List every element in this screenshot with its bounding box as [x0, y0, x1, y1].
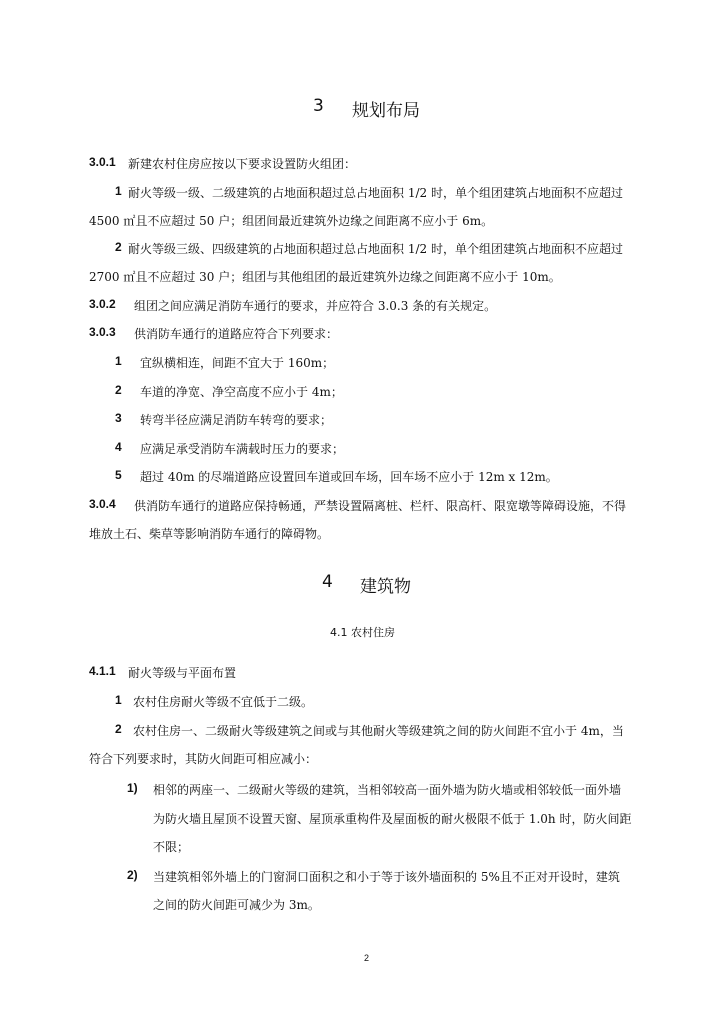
- section-4-1-title: 4.1 农村住房: [330, 626, 395, 639]
- clause-3-0-3-item-text: 转弯半径应满足消防车转弯的要求；: [140, 413, 333, 427]
- clause-4-1-1-number: 4.1.1: [89, 664, 116, 678]
- clause-3-0-1-item-1-line-1: 耐火等级一级、二级建筑的占地面积超过总占地面积 1/2 时，单个组团建筑占地面积不应超过: [128, 186, 623, 200]
- clause-3-0-1-item-1-line-2: 4500 ㎡且不应超过 50 户；组团间最近建筑外边缘之间距离不应小于 6m。: [89, 214, 494, 228]
- clause-3-0-1-item-2-line-1: 耐火等级三级、四级建筑的占地面积超过总占地面积 1/2 时，单个组团建筑占地面积不应超过: [128, 242, 623, 256]
- clause-3-0-4-number: 3.0.4: [89, 497, 116, 511]
- clause-4-1-1-subitem-2-line-2: 之间的防火间距可减少为 3m。: [153, 898, 320, 912]
- clause-3-0-3-item-number: 4: [115, 440, 122, 454]
- clause-4-1-1-subitem-2-line-1: 当建筑相邻外墙上的门窗洞口面积之和小于等于该外墙面积的 5%且不正对开设时，建筑: [153, 870, 620, 884]
- clause-3-0-3-item-number: 3: [115, 411, 122, 425]
- chapter-4-title: 建筑物: [360, 577, 411, 597]
- clause-4-1-1-subitem-1-line-2: 为防火墙且屋顶不设置天窗、屋顶承重构件及屋面板的耐火极限不低于 1.0h 时，防火间距: [153, 812, 632, 826]
- clause-3-0-4-line-1: 供消防车通行的道路应保持畅通，严禁设置隔离桩、栏杆、限高杆、限宽墩等障碍设施，不得: [134, 499, 627, 513]
- clause-4-1-1-item-2-line-2: 符合下列要求时，其防火间距可相应减小：: [89, 752, 318, 766]
- clause-4-1-1-item-1-number: 1: [115, 693, 122, 707]
- chapter-3-title: 规划布局: [352, 101, 420, 121]
- page-number: 2: [364, 953, 370, 963]
- clause-4-1-1-subitem-1-line-3: 不限；: [153, 840, 190, 854]
- clause-3-0-3-item-number: 1: [115, 354, 122, 368]
- clause-3-0-3-item-text: 应满足承受消防车满载时压力的要求；: [140, 442, 345, 456]
- clause-4-1-1-subitem-1-number: 1): [127, 781, 138, 795]
- clause-3-0-1-item-2-number: 2: [115, 240, 122, 254]
- clause-4-1-1-item-1-text: 农村住房耐火等级不宜低于二级。: [133, 695, 314, 709]
- clause-4-1-1-subitem-2-number: 2): [127, 868, 138, 882]
- clause-4-1-1-text: 耐火等级与平面布置: [128, 666, 237, 680]
- clause-4-1-1-item-2-number: 2: [115, 722, 122, 736]
- clause-3-0-3-item-text: 车道的净宽、净空高度不应小于 4m；: [140, 385, 343, 399]
- clause-3-0-1-item-2-line-2: 2700 ㎡且不应超过 30 户；组团与其他组团的最近建筑外边缘之间距离不应小于 10m。: [89, 270, 561, 284]
- clause-3-0-1-number: 3.0.1: [89, 155, 116, 169]
- chapter-4-number: 4: [322, 572, 333, 592]
- clause-3-0-3-item-number: 2: [115, 383, 122, 397]
- clause-3-0-4-line-2: 堆放土石、柴草等影响消防车通行的障碍物。: [89, 527, 330, 541]
- clause-3-0-1-text: 新建农村住房应按以下要求设置防火组团：: [128, 157, 357, 171]
- clause-3-0-3-item-number: 5: [115, 468, 122, 482]
- clause-4-1-1-item-2-line-1: 农村住房一、二级耐火等级建筑之间或与其他耐火等级建筑之间的防火间距不宜小于 4m，当: [133, 724, 624, 738]
- clause-4-1-1-subitem-1-line-1: 相邻的两座一、二级耐火等级的建筑，当相邻较高一面外墙为防火墙或相邻较低一面外墙: [153, 783, 622, 797]
- clause-3-0-3-text: 供消防车通行的道路应符合下列要求：: [134, 327, 339, 341]
- clause-3-0-3-number: 3.0.3: [89, 325, 116, 339]
- clause-3-0-1-item-1-number: 1: [115, 184, 122, 198]
- chapter-3-number: 3: [313, 96, 324, 116]
- clause-3-0-2-number: 3.0.2: [89, 297, 116, 311]
- clause-3-0-2-text: 组团之间应满足消防车通行的要求，并应符合 3.0.3 条的有关规定。: [134, 299, 497, 313]
- clause-3-0-3-item-text: 超过 40m 的尽端道路应设置回车道或回车场，回车场不应小于 12m x 12m。: [140, 470, 558, 484]
- clause-3-0-3-item-text: 宜纵横相连，间距不宜大于 160m；: [140, 356, 335, 370]
